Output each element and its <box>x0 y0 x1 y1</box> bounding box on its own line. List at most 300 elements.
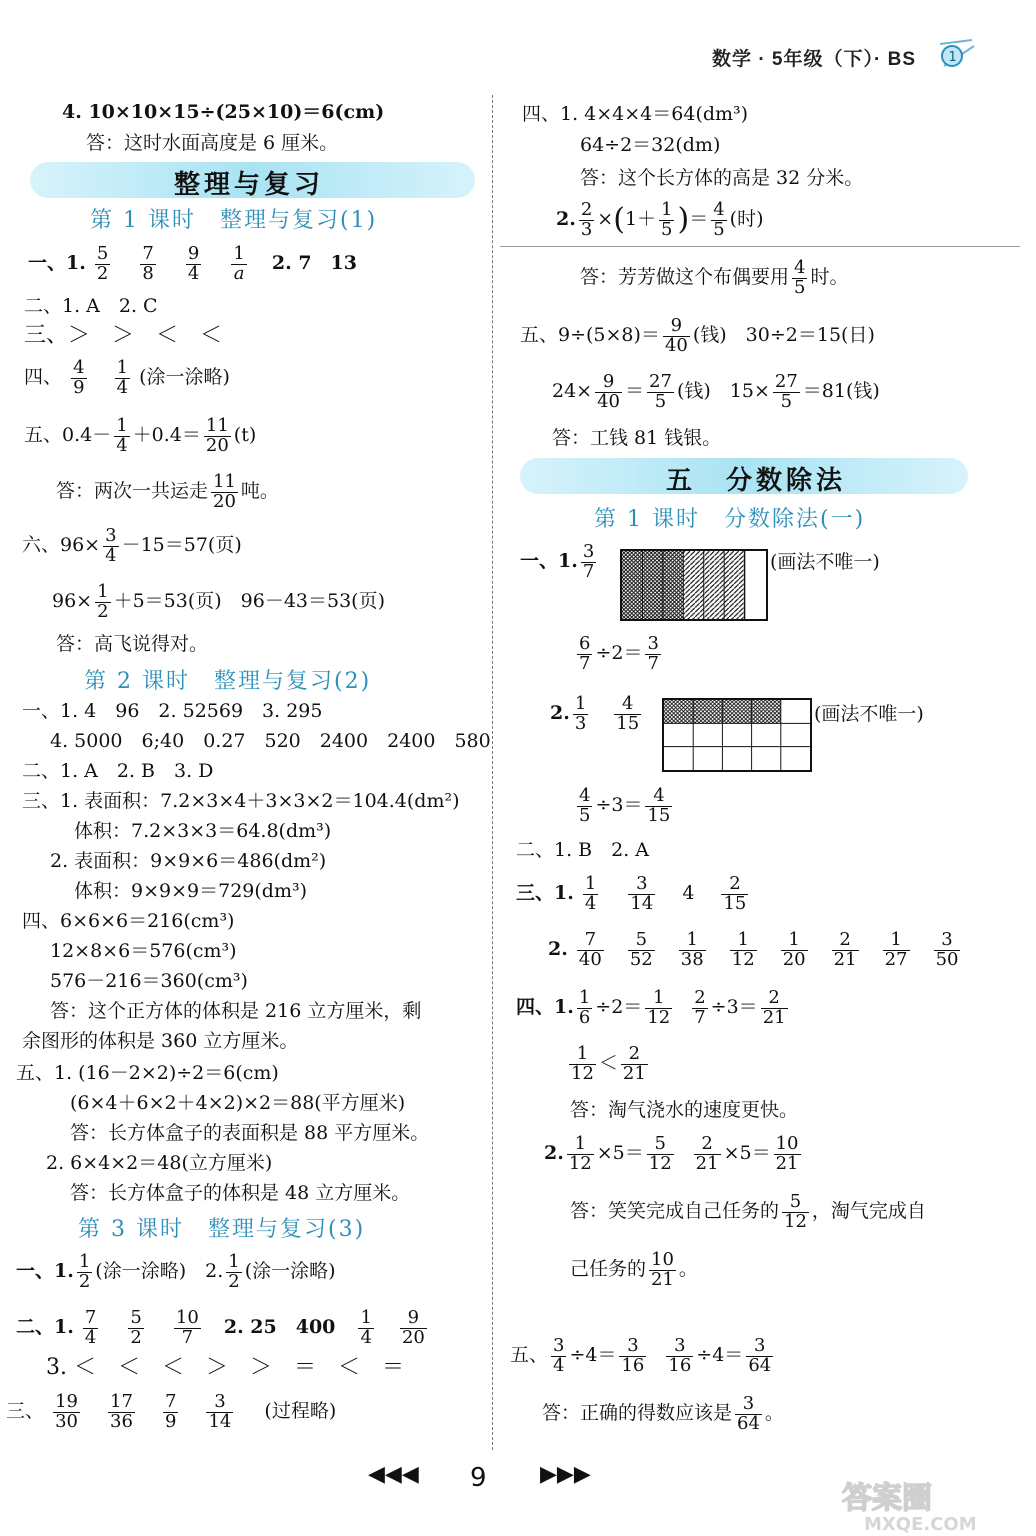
answer-line <box>520 310 875 360</box>
answer-line: 3. ＜ ＜ ＜ ＞ ＞ ＝ ＜ ＝ <box>46 1355 404 1380</box>
answer-text: ＜ <box>598 1052 618 1074</box>
fraction-denominator: 20 <box>205 434 229 456</box>
answer-line: 体积：9×9×9＝729(dm³) <box>74 880 307 902</box>
fraction <box>782 1190 809 1232</box>
answer-text: 1＋ <box>624 208 657 230</box>
answer-line <box>580 252 848 302</box>
fraction-denominator: 16 <box>668 1354 692 1376</box>
fraction-denominator: 20 <box>401 1326 425 1348</box>
answer-text: ÷3＝ <box>710 996 758 1018</box>
fraction <box>174 1306 201 1348</box>
fraction <box>621 1042 648 1084</box>
diagram-note: (画法不唯一) <box>814 703 924 725</box>
answer-line: 答：这时水面高度是 6 厘米。 <box>86 132 339 154</box>
page-number: 9 <box>470 1463 487 1493</box>
answer-line: 二、1. A 2. C <box>24 295 158 317</box>
fraction-numerator: 19 <box>55 1390 78 1412</box>
fraction-denominator: 40 <box>597 390 621 412</box>
fraction-numerator: 4 <box>614 695 641 715</box>
fraction-numerator: 2 <box>621 1045 648 1065</box>
fraction-denominator: 15 <box>647 804 671 826</box>
answer-text: ÷3＝ <box>595 794 643 816</box>
answer-text: 吨。 <box>240 480 279 502</box>
fraction <box>95 580 110 622</box>
answer-text: 六、96× <box>22 534 101 556</box>
answer-line: 答：高飞说得对。 <box>56 633 209 655</box>
answer-text: 。 <box>764 1402 784 1424</box>
answer-line: 五、1. (16－2×2)÷2＝6(cm) <box>16 1062 279 1084</box>
answer-line <box>550 688 644 738</box>
fraction-numerator: 3 <box>582 540 595 562</box>
fraction <box>659 198 674 240</box>
answer-text: 2. 7 13 <box>271 252 358 274</box>
answer-line <box>16 1302 430 1352</box>
fraction <box>53 1390 80 1432</box>
fraction <box>358 1306 373 1348</box>
fraction-denominator: 15 <box>616 712 640 734</box>
fraction-numerator: 1 <box>661 198 673 220</box>
answer-text: 24× <box>552 380 593 402</box>
answer-text: 。 <box>678 1258 698 1280</box>
fraction-numerator: 4 <box>794 256 806 278</box>
answer-line <box>544 1128 804 1178</box>
fraction-denominator: 5 <box>780 390 793 412</box>
fraction-denominator: a <box>233 262 245 284</box>
fraction-numerator: 5 <box>628 931 655 951</box>
answer-line: 答：这个长方体的高是 32 分米。 <box>580 167 864 189</box>
fraction <box>163 1390 178 1432</box>
answer-line <box>566 1038 651 1088</box>
fraction-denominator: 21 <box>762 1006 786 1028</box>
answer-text: (钱) 15× <box>676 380 770 402</box>
fraction-denominator: 40 <box>664 334 688 356</box>
fraction <box>577 986 592 1028</box>
fraction-numerator: 9 <box>400 1309 427 1329</box>
answer-line <box>552 366 880 416</box>
fraction <box>211 470 238 512</box>
answer-text: 96× <box>52 590 93 612</box>
fraction-denominator: 21 <box>651 1268 674 1290</box>
next-page-arrows[interactable]: ▶▶▶ <box>540 1462 591 1487</box>
fraction-numerator: 3 <box>746 1337 773 1357</box>
fraction-numerator: 11 <box>213 470 236 492</box>
fraction-numerator: 17 <box>110 1390 133 1412</box>
answer-text: (涂一涂略) <box>139 366 230 388</box>
fraction-numerator: 2 <box>721 875 748 895</box>
fraction-denominator: 3 <box>580 218 593 240</box>
answer-text: 己任务的 <box>570 1258 647 1280</box>
fraction <box>77 1250 92 1292</box>
fraction-diagram-three-sevenths <box>620 549 768 621</box>
fraction-denominator: 21 <box>622 1062 646 1084</box>
answer-line <box>570 1186 926 1236</box>
fraction-numerator: 1 <box>360 1306 372 1328</box>
fraction-numerator: 2 <box>580 198 593 220</box>
fraction-numerator: 1 <box>730 931 757 951</box>
answer-line <box>516 982 791 1032</box>
fraction-numerator: 27 <box>649 370 672 392</box>
column-divider <box>492 95 493 1450</box>
answer-line: 答：长方体盒子的表面积是 88 平方厘米。 <box>70 1122 430 1144</box>
fraction-denominator: 9 <box>73 376 85 398</box>
section-title: 整理与复习 <box>174 170 325 200</box>
fraction <box>577 632 592 674</box>
answer-line <box>542 1388 784 1438</box>
answer-text: ×5＝ <box>596 1142 644 1164</box>
fraction-numerator: 2 <box>832 931 859 951</box>
fraction <box>569 1042 596 1084</box>
fraction-numerator: 1 <box>567 1135 594 1155</box>
fraction-diagram-four-fifteenths <box>662 698 812 772</box>
fraction <box>628 872 655 914</box>
fraction-numerator: 5 <box>782 1193 809 1213</box>
fraction <box>761 986 788 1028</box>
answer-text: 2. <box>556 208 576 230</box>
fraction-denominator: 5 <box>579 804 591 826</box>
fraction-numerator: 1 <box>78 1250 91 1272</box>
fraction-denominator: 4 <box>116 434 128 456</box>
answer-line: 四、6×6×6＝216(cm³) <box>22 910 235 932</box>
fraction-denominator: 16 <box>621 1354 645 1376</box>
lesson-title: 第 2 课时 整理与复习(2) <box>84 669 372 694</box>
fraction <box>730 928 757 970</box>
fraction <box>721 872 748 914</box>
fraction-denominator: 5 <box>654 390 667 412</box>
fraction-denominator: 12 <box>784 1210 807 1232</box>
answer-text: 一、1. <box>16 1260 74 1282</box>
fraction-numerator: 1 <box>97 580 109 602</box>
fraction-numerator: 5 <box>96 242 109 264</box>
fraction <box>579 198 594 240</box>
answer-text: 2. <box>550 702 570 724</box>
fraction-numerator: 3 <box>735 1395 762 1415</box>
answer-text: 4 <box>682 882 695 904</box>
fraction <box>206 1390 233 1432</box>
answer-line: 2. 表面积：9×9×6＝486(dm²) <box>50 850 327 872</box>
fraction <box>649 1248 676 1290</box>
fraction-numerator: 3 <box>666 1337 693 1357</box>
fraction <box>692 986 707 1028</box>
fraction <box>186 242 201 284</box>
fraction-denominator: 12 <box>568 1152 592 1174</box>
fraction-numerator: 1 <box>574 692 587 714</box>
lesson-title: 第 1 课时 分数除法(一) <box>594 507 866 532</box>
fraction-denominator: 36 <box>110 1410 133 1432</box>
answer-text: (涂一涂略) 2. <box>95 1260 224 1282</box>
fraction-denominator: 5 <box>794 276 806 298</box>
answer-line <box>6 1386 336 1436</box>
answer-line: (6×4＋6×2＋4×2)×2＝88(平方厘米) <box>70 1092 406 1114</box>
fraction <box>577 928 604 970</box>
fraction <box>108 1390 135 1432</box>
fraction-denominator: 21 <box>695 1152 719 1174</box>
fraction <box>645 784 672 826</box>
fraction-numerator: 1 <box>116 414 128 436</box>
fraction-numerator: 10 <box>175 1306 199 1328</box>
answer-text: 三、1. <box>516 882 574 904</box>
answer-text: 三、 <box>6 1400 45 1422</box>
fraction-numerator: 5 <box>130 1306 142 1328</box>
answer-text: 答：笑笑完成自己任务的 <box>570 1200 780 1222</box>
fraction <box>226 1250 241 1292</box>
answer-line: 12×8×6＝576(cm³) <box>50 940 237 962</box>
fraction <box>774 1132 801 1174</box>
fraction-numerator: 9 <box>595 373 622 393</box>
fraction-denominator: 2 <box>97 600 109 622</box>
fraction <box>128 1306 143 1348</box>
answer-text: 2. <box>548 938 568 960</box>
fraction-denominator: 38 <box>680 948 704 970</box>
fraction <box>934 928 961 970</box>
fraction <box>647 370 674 412</box>
fraction <box>832 928 859 970</box>
fraction <box>663 314 690 356</box>
fraction <box>83 1306 98 1348</box>
answer-text: 四、 <box>24 366 63 388</box>
fraction-denominator: 50 <box>935 948 959 970</box>
fraction-numerator: 2 <box>761 989 788 1009</box>
answer-line <box>56 466 279 516</box>
answer-text: 四、1. <box>516 996 574 1018</box>
fraction-denominator: 7 <box>647 652 659 674</box>
fraction <box>694 1132 721 1174</box>
fraction <box>581 540 596 582</box>
answer-text: ×5＝ <box>723 1142 771 1164</box>
answer-line <box>520 536 599 586</box>
answer-line <box>62 100 384 124</box>
fraction-denominator: 5 <box>661 218 673 240</box>
answer-text: 2. 25 400 <box>223 1316 336 1338</box>
fraction <box>883 928 910 970</box>
answer-line <box>548 924 963 974</box>
fraction-numerator: 3 <box>553 1334 565 1356</box>
fraction-denominator: 20 <box>782 948 806 970</box>
fraction-denominator: 12 <box>648 1152 672 1174</box>
fraction-numerator: 7 <box>142 242 154 264</box>
fraction-numerator: 1 <box>569 1045 596 1065</box>
fraction <box>583 872 598 914</box>
answer-line <box>16 1246 336 1296</box>
svg-text:答案圈: 答案圈 <box>842 1481 932 1516</box>
fraction <box>645 632 660 674</box>
book-badge-icon <box>934 38 976 70</box>
fraction-numerator: 4 <box>713 198 725 220</box>
fraction-denominator: 5 <box>713 218 725 240</box>
fraction <box>614 692 641 734</box>
fraction-denominator: 2 <box>96 262 109 284</box>
fraction <box>71 356 86 398</box>
fraction-denominator: 64 <box>748 1354 772 1376</box>
fraction <box>647 1132 674 1174</box>
fraction-denominator: 2 <box>130 1326 142 1348</box>
fraction-numerator: 10 <box>775 1132 799 1154</box>
fraction <box>577 784 592 826</box>
answer-text: 答：芳芳做这个布偶要用 <box>580 266 790 288</box>
fraction <box>666 1334 693 1376</box>
fraction <box>679 928 706 970</box>
fraction <box>103 524 118 566</box>
answer-text: 一、1. <box>520 550 578 572</box>
answer-text: 一、1. <box>28 252 86 274</box>
fraction <box>573 692 588 734</box>
fraction-denominator: 8 <box>142 262 154 284</box>
fraction-numerator: 1 <box>645 989 672 1009</box>
fraction <box>551 1334 566 1376</box>
fraction <box>773 370 800 412</box>
lesson-title: 第 3 课时 整理与复习(3) <box>78 1217 366 1242</box>
fraction-numerator: 1 <box>578 986 591 1008</box>
fraction-numerator: 6 <box>579 632 591 654</box>
answer-text: －15＝57(页) <box>121 534 242 556</box>
answer-text: ÷4＝ <box>569 1344 617 1366</box>
fraction-denominator: 64 <box>737 1412 760 1434</box>
answer-text: ÷2＝ <box>595 642 643 664</box>
fraction-numerator: 1 <box>116 356 129 378</box>
answer-line <box>28 238 357 288</box>
fraction-numerator: 3 <box>206 1393 233 1413</box>
fraction-numerator: 11 <box>205 414 229 436</box>
answer-text: 答：两次一共运走 <box>56 480 209 502</box>
answer-text: 2. <box>544 1142 564 1164</box>
fraction-numerator: 3 <box>105 524 117 546</box>
answer-text: ＝81(钱) <box>802 380 880 402</box>
fraction-denominator: 2 <box>228 1270 240 1292</box>
answer-line: 答：这个正方体的体积是 216 立方厘米，剩 <box>50 1000 422 1022</box>
fraction-denominator: 4 <box>116 376 129 398</box>
answer-line <box>570 1244 698 1294</box>
answer-text: ＋5＝53(页) 96－43＝53(页) <box>113 590 386 612</box>
fraction-numerator: 4 <box>73 356 85 378</box>
fraction-numerator: 4 <box>645 787 672 807</box>
fraction <box>204 414 231 456</box>
fraction-denominator: 14 <box>630 892 654 914</box>
answer-text: 五、0.4－ <box>24 424 112 446</box>
fraction <box>628 928 655 970</box>
fraction-denominator: 9 <box>164 1410 177 1432</box>
answer-text: (涂一涂略) <box>244 1260 336 1282</box>
answer-line: 4. 5000 6;40 0.27 520 2400 2400 580 <box>50 730 491 752</box>
fraction-numerator: 1 <box>584 872 597 894</box>
fraction <box>95 242 110 284</box>
fraction-numerator: 7 <box>577 931 604 951</box>
right-top-rule <box>500 246 1020 247</box>
answer-line: 答：淘气浇水的速度更快。 <box>570 1099 799 1121</box>
fraction-denominator: 2 <box>78 1270 91 1292</box>
answer-text: (时) <box>729 208 764 230</box>
fraction-numerator: 7 <box>164 1390 177 1412</box>
answer-text: ÷2＝ <box>595 996 643 1018</box>
fraction-numerator: 10 <box>651 1248 674 1270</box>
answer-text: ＝ <box>625 380 645 402</box>
fraction-numerator: 9 <box>187 242 200 264</box>
answer-line <box>574 628 664 678</box>
answer-text: 答：正确的得数应该是 <box>542 1402 733 1424</box>
fraction <box>231 242 246 284</box>
fraction <box>711 198 726 240</box>
fraction-denominator: 12 <box>647 1006 671 1028</box>
fraction <box>114 414 129 456</box>
answer-line <box>510 1330 776 1380</box>
fraction-denominator: 4 <box>187 262 200 284</box>
fraction <box>115 356 130 398</box>
answer-text: 五、9÷(5×8)＝ <box>520 324 660 346</box>
fraction-denominator: 4 <box>84 1326 97 1348</box>
fraction-denominator: 7 <box>579 652 591 674</box>
fraction-denominator: 3 <box>574 712 587 734</box>
answer-line: 576－216＝360(cm³) <box>50 970 248 992</box>
fraction-denominator: 20 <box>213 490 236 512</box>
answer-line: 二、1. A 2. B 3. D <box>22 760 214 782</box>
page-header: 数学 · 5年级（下）· BS <box>712 49 916 70</box>
parenthesis: ) <box>677 202 690 237</box>
fraction-numerator: 1 <box>233 242 245 264</box>
answer-text: ÷4＝ <box>696 1344 744 1366</box>
fraction-denominator: 12 <box>571 1062 594 1084</box>
fraction-denominator: 52 <box>629 948 653 970</box>
fraction-denominator: 6 <box>578 1006 591 1028</box>
fraction-numerator: 27 <box>774 370 798 392</box>
fraction-denominator: 14 <box>208 1410 232 1432</box>
fraction-denominator: 40 <box>578 948 602 970</box>
fraction <box>792 256 807 298</box>
answer-text: ＝ <box>689 208 709 230</box>
fraction-numerator: 3 <box>619 1337 646 1357</box>
answer-text: (钱) 30÷2＝15(日) <box>692 324 875 346</box>
fraction-numerator: 7 <box>84 1306 97 1328</box>
answer-line <box>24 410 256 460</box>
prev-page-arrows[interactable]: ◀◀◀ <box>368 1462 419 1487</box>
answer-text: ，淘气完成自 <box>811 1200 926 1222</box>
answer-line: 二、1. B 2. A <box>516 839 650 861</box>
answer-line: 64÷2＝32(dm) <box>580 134 721 156</box>
answer-line: 2. 6×4×2＝48(立方厘米) <box>46 1152 273 1174</box>
fraction-denominator: 21 <box>775 1152 799 1174</box>
watermark-logo-icon <box>834 1478 1014 1534</box>
answer-line: 四、1. 4×4×4＝64(dm³) <box>522 103 749 125</box>
answer-line: 余图形的体积是 360 立方厘米。 <box>22 1030 299 1052</box>
answer-line: 三、＞ ＞ ＜ ＜ <box>24 323 223 348</box>
answer-line <box>24 352 230 402</box>
fraction-numerator: 2 <box>694 986 706 1008</box>
answer-line: 一、1. 4 96 2. 52569 3. 295 <box>22 700 323 722</box>
diagram-note: (画法不唯一) <box>770 551 880 573</box>
parenthesis: ( <box>613 202 625 237</box>
answer-text: 时。 <box>810 266 849 288</box>
fraction-denominator: 7 <box>582 560 595 582</box>
section-title: 五 分数除法 <box>666 466 847 496</box>
fraction-numerator: 1 <box>228 1250 240 1272</box>
fraction-denominator: 12 <box>731 948 755 970</box>
fraction-denominator: 4 <box>360 1326 372 1348</box>
fraction-numerator: 3 <box>628 875 655 895</box>
answer-text: 二、1. <box>16 1316 74 1338</box>
answer-line <box>22 520 242 570</box>
fraction-numerator: 5 <box>647 1135 674 1155</box>
header-badge-number: 1 <box>948 50 957 65</box>
answer-line: 三、1. 表面积：7.2×3×4＋3×3×2＝104.4(dm²) <box>22 790 460 812</box>
answer-text: 4. 10×10×15÷(25×10)＝6(cm) <box>62 101 385 123</box>
fraction-numerator: 1 <box>883 931 910 951</box>
fraction-numerator: 3 <box>934 931 961 951</box>
fraction-numerator: 1 <box>679 931 706 951</box>
fraction-numerator: 2 <box>694 1135 721 1155</box>
fraction <box>781 928 808 970</box>
fraction-denominator: 4 <box>584 892 597 914</box>
answer-line: 答：长方体盒子的体积是 48 立方厘米。 <box>70 1182 411 1204</box>
answer-line: 体积：7.2×3×3＝64.8(dm³) <box>74 820 332 842</box>
fraction-denominator: 27 <box>884 948 908 970</box>
fraction <box>619 1334 646 1376</box>
